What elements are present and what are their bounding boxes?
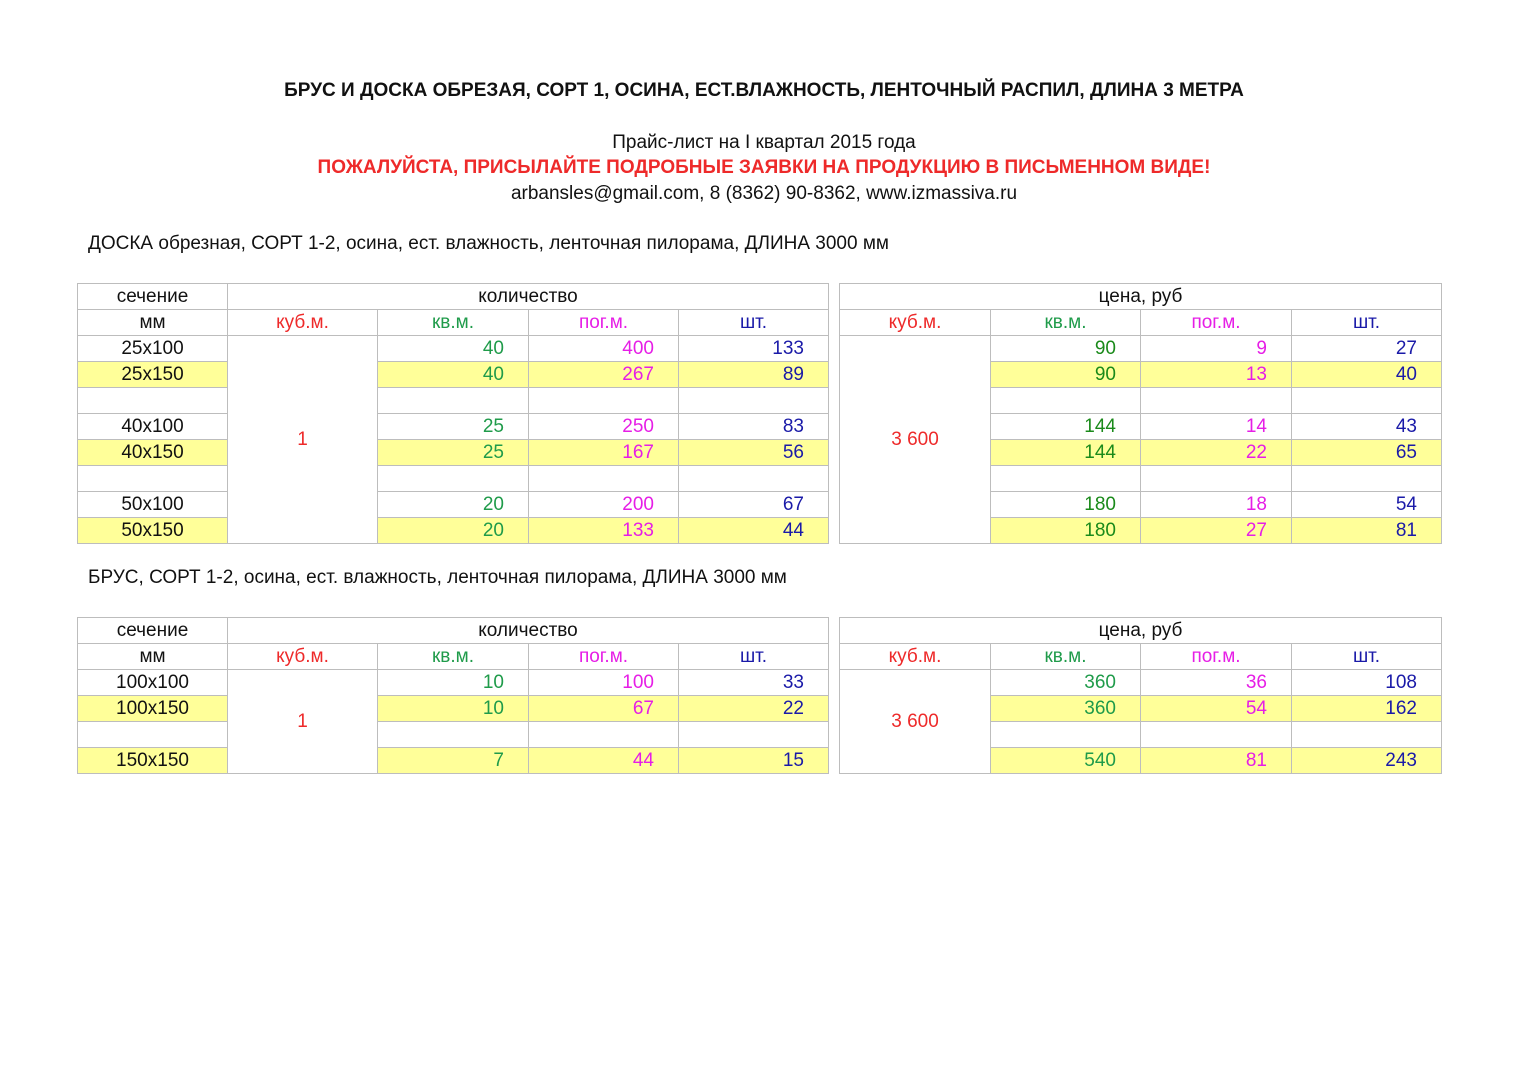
price-list-period: Прайс-лист на I квартал 2015 года [612,132,916,153]
qty-lin-cell: 267 [529,362,679,388]
header-row-1 [78,618,1442,644]
price-sq-cell: 360 [991,670,1141,696]
contact-info: arbansles@gmail.com, 8 (8362) 90-8362, www.izmassiva.ru [510,183,1018,204]
table-gap [829,618,840,774]
empty-cell [529,388,679,414]
empty-cell [1292,388,1442,414]
empty-cell [679,388,829,414]
empty-cell [78,388,228,414]
qty-sq-cell: 10 [378,670,529,696]
col-quantity: количество [228,284,829,310]
size-cell: 50x100 [78,492,228,518]
size-cell: 150x150 [78,748,228,774]
col-price: цена, руб [840,618,1442,644]
price-pcs-cell: 243 [1292,748,1442,774]
empty-cell [991,388,1141,414]
section-title-beam: БРУС, СОРТ 1-2, осина, ест. влажность, ленточная пилорама, ДЛИНА 3000 мм [88,567,787,588]
price-lin-cell: 27 [1141,518,1292,544]
col-qty-lin: пог.м. [529,644,679,670]
table-gap [829,284,840,544]
qty-pcs-cell: 67 [679,492,829,518]
empty-cell [529,466,679,492]
price-lin-cell: 81 [1141,748,1292,774]
price-pcs-cell: 40 [1292,362,1442,388]
table-row [78,336,1442,362]
col-qty-cub: куб.м. [228,644,378,670]
price-lin-cell: 22 [1141,440,1292,466]
qty-pcs-cell: 15 [679,748,829,774]
qty-sq-cell: 25 [378,414,529,440]
qty-pcs-cell: 56 [679,440,829,466]
price-lin-cell: 18 [1141,492,1292,518]
col-qty-pcs: шт. [679,310,829,336]
col-qty-pcs: шт. [679,644,829,670]
section-title-board: ДОСКА обрезная, СОРТ 1-2, осина, ест. влажность, ленточная пилорама, ДЛИНА 3000 мм [88,233,889,254]
qty-lin-cell: 250 [529,414,679,440]
col-price-sq: кв.м. [991,644,1141,670]
qty-lin-cell: 167 [529,440,679,466]
header-row-2 [78,310,1442,336]
qty-lin-cell: 133 [529,518,679,544]
price-pcs-cell: 54 [1292,492,1442,518]
empty-cell [1141,466,1292,492]
empty-cell [378,722,529,748]
size-cell: 50x150 [78,518,228,544]
col-quantity: количество [228,618,829,644]
price-sq-cell: 144 [991,414,1141,440]
col-mm: мм [78,644,228,670]
header-row-2 [78,644,1442,670]
qty-sq-cell: 25 [378,440,529,466]
size-cell: 100x100 [78,670,228,696]
qty-sq-cell: 7 [378,748,529,774]
col-price-lin: пог.м. [1141,310,1292,336]
price-pcs-cell: 108 [1292,670,1442,696]
price-sq-cell: 360 [991,696,1141,722]
qty-pcs-cell: 22 [679,696,829,722]
qty-sq-cell: 20 [378,518,529,544]
qty-lin-cell: 400 [529,336,679,362]
col-price-cub: куб.м. [840,644,991,670]
price-sq-cell: 180 [991,518,1141,544]
price-sq-cell: 180 [991,492,1141,518]
size-cell: 25x150 [78,362,228,388]
qty-cub-cell: 1 [228,336,378,544]
empty-cell [529,722,679,748]
price-pcs-cell: 162 [1292,696,1442,722]
board-price-table [77,283,1442,544]
price-sq-cell: 90 [991,362,1141,388]
empty-cell [378,388,529,414]
col-price-pcs: шт. [1292,644,1442,670]
col-mm: мм [78,310,228,336]
beam-price-table [77,617,1442,774]
col-price-pcs: шт. [1292,310,1442,336]
price-sq-cell: 90 [991,336,1141,362]
price-lin-cell: 54 [1141,696,1292,722]
empty-cell [991,722,1141,748]
qty-sq-cell: 20 [378,492,529,518]
qty-sq-cell: 40 [378,336,529,362]
size-cell: 100x150 [78,696,228,722]
price-sq-cell: 540 [991,748,1141,774]
qty-sq-cell: 40 [378,362,529,388]
order-notice: ПОЖАЛУЙСТА, ПРИСЫЛАЙТЕ ПОДРОБНЫЕ ЗАЯВКИ НА ПРОДУКЦИЮ В ПИСЬМЕННОМ ВИДЕ! [317,157,1211,178]
price-lin-cell: 13 [1141,362,1292,388]
col-qty-lin: пог.м. [529,310,679,336]
price-lin-cell: 36 [1141,670,1292,696]
qty-pcs-cell: 83 [679,414,829,440]
document-title: БРУС И ДОСКА ОБРЕЗАЯ, СОРТ 1, ОСИНА, ЕСТ.ВЛАЖНОСТЬ, ЛЕНТОЧНЫЙ РАСПИЛ, ДЛИНА 3 МЕТРА [284,80,1244,101]
price-lin-cell: 14 [1141,414,1292,440]
empty-cell [78,722,228,748]
price-pcs-cell: 65 [1292,440,1442,466]
qty-pcs-cell: 133 [679,336,829,362]
qty-lin-cell: 67 [529,696,679,722]
qty-lin-cell: 200 [529,492,679,518]
qty-lin-cell: 44 [529,748,679,774]
col-price: цена, руб [840,284,1442,310]
empty-cell [679,466,829,492]
col-qty-sq: кв.м. [378,644,529,670]
price-pcs-cell: 81 [1292,518,1442,544]
qty-lin-cell: 100 [529,670,679,696]
col-section: сечение [78,284,228,310]
qty-pcs-cell: 33 [679,670,829,696]
col-qty-cub: куб.м. [228,310,378,336]
col-price-cub: куб.м. [840,310,991,336]
size-cell: 40x150 [78,440,228,466]
empty-cell [1292,722,1442,748]
price-cub-cell: 3 600 [840,336,991,544]
empty-cell [378,466,529,492]
empty-cell [991,466,1141,492]
col-qty-sq: кв.м. [378,310,529,336]
col-price-lin: пог.м. [1141,644,1292,670]
size-cell: 40x100 [78,414,228,440]
price-pcs-cell: 27 [1292,336,1442,362]
qty-sq-cell: 10 [378,696,529,722]
size-cell: 25x100 [78,336,228,362]
price-sq-cell: 144 [991,440,1141,466]
empty-cell [1292,466,1442,492]
col-section: сечение [78,618,228,644]
header-row-1 [78,284,1442,310]
price-lin-cell: 9 [1141,336,1292,362]
empty-cell [1141,722,1292,748]
table-row [78,670,1442,696]
qty-pcs-cell: 89 [679,362,829,388]
price-cub-cell: 3 600 [840,670,991,774]
empty-cell [679,722,829,748]
empty-cell [78,466,228,492]
empty-cell [1141,388,1292,414]
col-price-sq: кв.м. [991,310,1141,336]
qty-cub-cell: 1 [228,670,378,774]
qty-pcs-cell: 44 [679,518,829,544]
price-pcs-cell: 43 [1292,414,1442,440]
